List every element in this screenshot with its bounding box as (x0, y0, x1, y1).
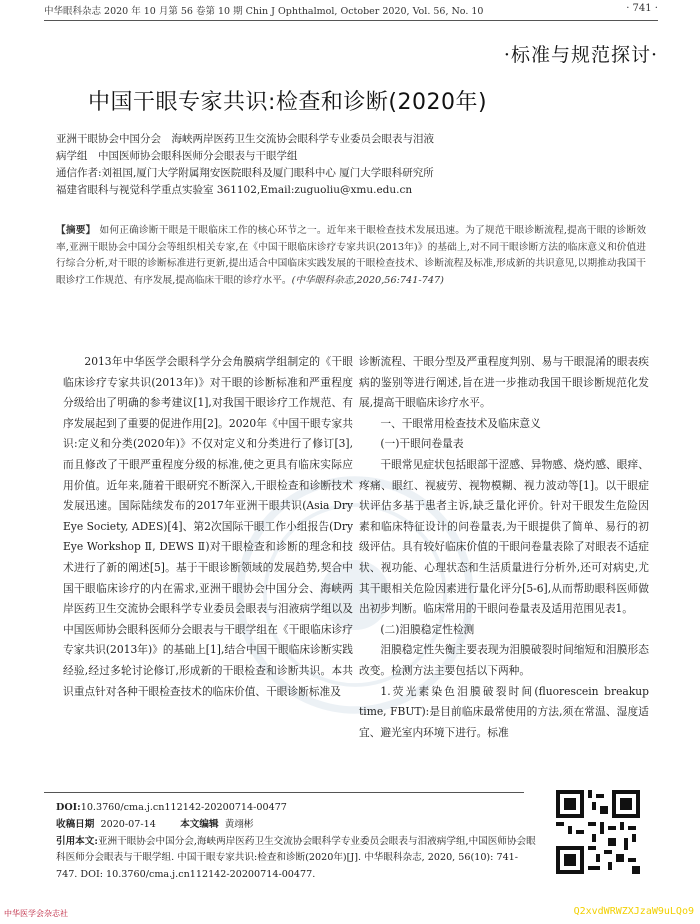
abstract-label: 【摘要】 (56, 225, 96, 236)
corresponding-author-line: 福建省眼科与视觉科学重点实验室 361102,Email:zuguoliu@xmu.edu.cn (56, 184, 413, 196)
corresponding-author-line: 通信作者:刘祖国,厦门大学附属翔安医院眼科及厦门眼科中心 厦门大学眼科研究所 (56, 167, 434, 179)
body-paragraph: 泪膜稳定性失衡主要表现为泪膜破裂时间缩短和泪膜形态改变。检测方法主要包括以下两种。 (359, 643, 649, 677)
body-paragraph: 2013年中华医学会眼科学分会角膜病学组制定的《干眼临床诊疗专家共识(2013年)》对干眼的诊断标准和严重程度分级给出了明确的参考建议[1],对我国干眼诊疗工作规范、有序发展起到了重要的促进作用[2]。2020年《中国干眼专家共识:定义和分类(2020年)》不仅对定义和分类进行了修订[3],而且修改了干眼严重程度分级的标准,使之更具有临床实际应用价值。近年来,随着干眼研究不断深入,干眼检查和诊断技术发展迅速。国际陆续发布的2017年亚洲干眼共识(Asia Dry Eye Society, ADES)[4]、第2次国际干眼工作小组报告(Dry Eye Workshop Ⅱ, DEWS Ⅱ)对干眼检查和诊断的理念和技术进行了新的阐述[5]。基于干眼诊断领域的发展趋势,契合中国干眼临床诊疗的内在需求,亚洲干眼协会中国分会、海峡两岸医药卫生交流协会眼科学专业委员会眼表与泪液病学组以及中国医师协会眼科医师分会眼表与干眼学组在《干眼临床诊疗专家共识(2013年)》的基础上[1],结合中国干眼临床诊断实践经验,经过多轮讨论修订,形成新的干眼检查和诊断共识。本共识重点针对各种干眼检查技术的临床价值、干眼诊断标准及 (63, 355, 353, 698)
received-label: 收稿日期 (56, 818, 95, 830)
citation-block (56, 834, 536, 884)
doi-label: DOI: (56, 802, 81, 813)
body-paragraph: 干眼常见症状包括眼部干涩感、异物感、烧灼感、眼痒、疼痛、眼红、视疲劳、视物模糊、视力波动等[1]。以干眼症状评估多基于患者主诉,缺乏量化评价。针对干眼发生危险因素和临床特征设计的问卷量表,为干眼提供了简单、易行的初级评估。具有较好临床价值的干眼问卷量表除了对眼表不适症状、视功能、心理状态和生活质量进行分析外,还可对病史,尤其干眼相关危险因素进行量化评分[5-6],从而帮助眼科医师做出初步判断。临床常用的干眼问卷量表及适用范围见表1。 (359, 457, 649, 616)
subsection-heading: (一)干眼问卷量表 (380, 437, 464, 451)
body-paragraph: 1.荧光素染色泪膜破裂时间(fluorescein breakup time, FBUT):是目前临床最常使用的方法,须在常温、湿度适宜、避光室内环境下进行。标准 (359, 684, 649, 739)
author-block (56, 131, 616, 199)
qr-code[interactable] (556, 790, 640, 874)
cite-label: 引用本文: (56, 835, 98, 847)
editor-label: 本文编辑 (180, 818, 219, 830)
author-line: 病学组 中国医师协会眼科医师分会眼表与干眼学组 (56, 150, 298, 162)
left-column (63, 352, 353, 702)
abstract-citation: (中华眼科杂志,2020,56:741-747) (291, 274, 444, 286)
received-line (56, 817, 536, 834)
section-heading: 一、干眼常用检查技术及临床意义 (380, 416, 541, 430)
subsection-heading: (二)泪膜稳定性检测 (380, 622, 475, 636)
author-line: 亚洲干眼协会中国分会 海峡两岸医药卫生交流协会眼科学专业委员会眼表与泪液 (56, 133, 434, 145)
publisher-logo: 中华医学会杂志社 (4, 909, 68, 918)
cite-text: 亚洲干眼协会中国分会,海峡两岸医药卫生交流协会眼科学专业委员会眼表与泪液病学组,中国医师协会眼科医师分会眼表与干眼学组. 中国干眼专家共识:检查和诊断(2020年)[J]. 中华眼科杂志, 2020, 56(10): 741-747. DOI: 10.3760/cma.j.cn112142-20200714-00477. (56, 835, 536, 881)
watermark-text: Q2xvdWRWZXJzaW9uLQo9 (573, 906, 694, 917)
body-paragraph: 诊断流程、干眼分型及严重程度判别、易与干眼混淆的眼表疾病的鉴别等进行阐述,旨在进一步推动我国干眼诊断规范化发展,提高干眼临床诊疗水平。 (359, 355, 649, 410)
received-date: 2020-07-14 (100, 818, 156, 830)
doi-value[interactable]: 10.3760/cma.j.cn112142-20200714-00477 (80, 802, 287, 813)
article-footer (56, 800, 536, 884)
page-number: · 741 · (626, 3, 658, 14)
abstract-text: 如何正确诊断干眼是干眼临床工作的核心环节之一。近年来干眼检查技术发展迅速。为了规范干眼诊断流程,提高干眼的诊断效率,亚洲干眼协会中国分会等组织相关专家,在《中国干眼临床诊疗专家共识(2013年)》的基础上,对不同干眼诊断方法的临床意义和价值进行综合分析,对干眼的诊断标准进行更新,提出适合中国临床实践发展的干眼检查技术、诊断流程及标准,形成新的共识意见,以期推动我国干眼诊疗工作规范、有序发展,提高临床干眼的诊疗水平。 (56, 225, 647, 286)
editor-name: 黄翊彬 (224, 818, 254, 830)
abstract (56, 223, 646, 289)
article-title: 中国干眼专家共识:检查和诊断(2020年) (88, 90, 488, 115)
doi-line (56, 800, 536, 817)
right-column (359, 352, 649, 743)
journal-header: 中华眼科杂志 2020 年 10 月第 56 卷第 10 期 Chin J Ophthalmol, October 2020, Vol. 56, No. 10 (44, 6, 484, 17)
footer-rule (44, 792, 524, 793)
header-rule (44, 20, 658, 21)
column-tag: ·标准与规范探讨· (503, 44, 658, 66)
